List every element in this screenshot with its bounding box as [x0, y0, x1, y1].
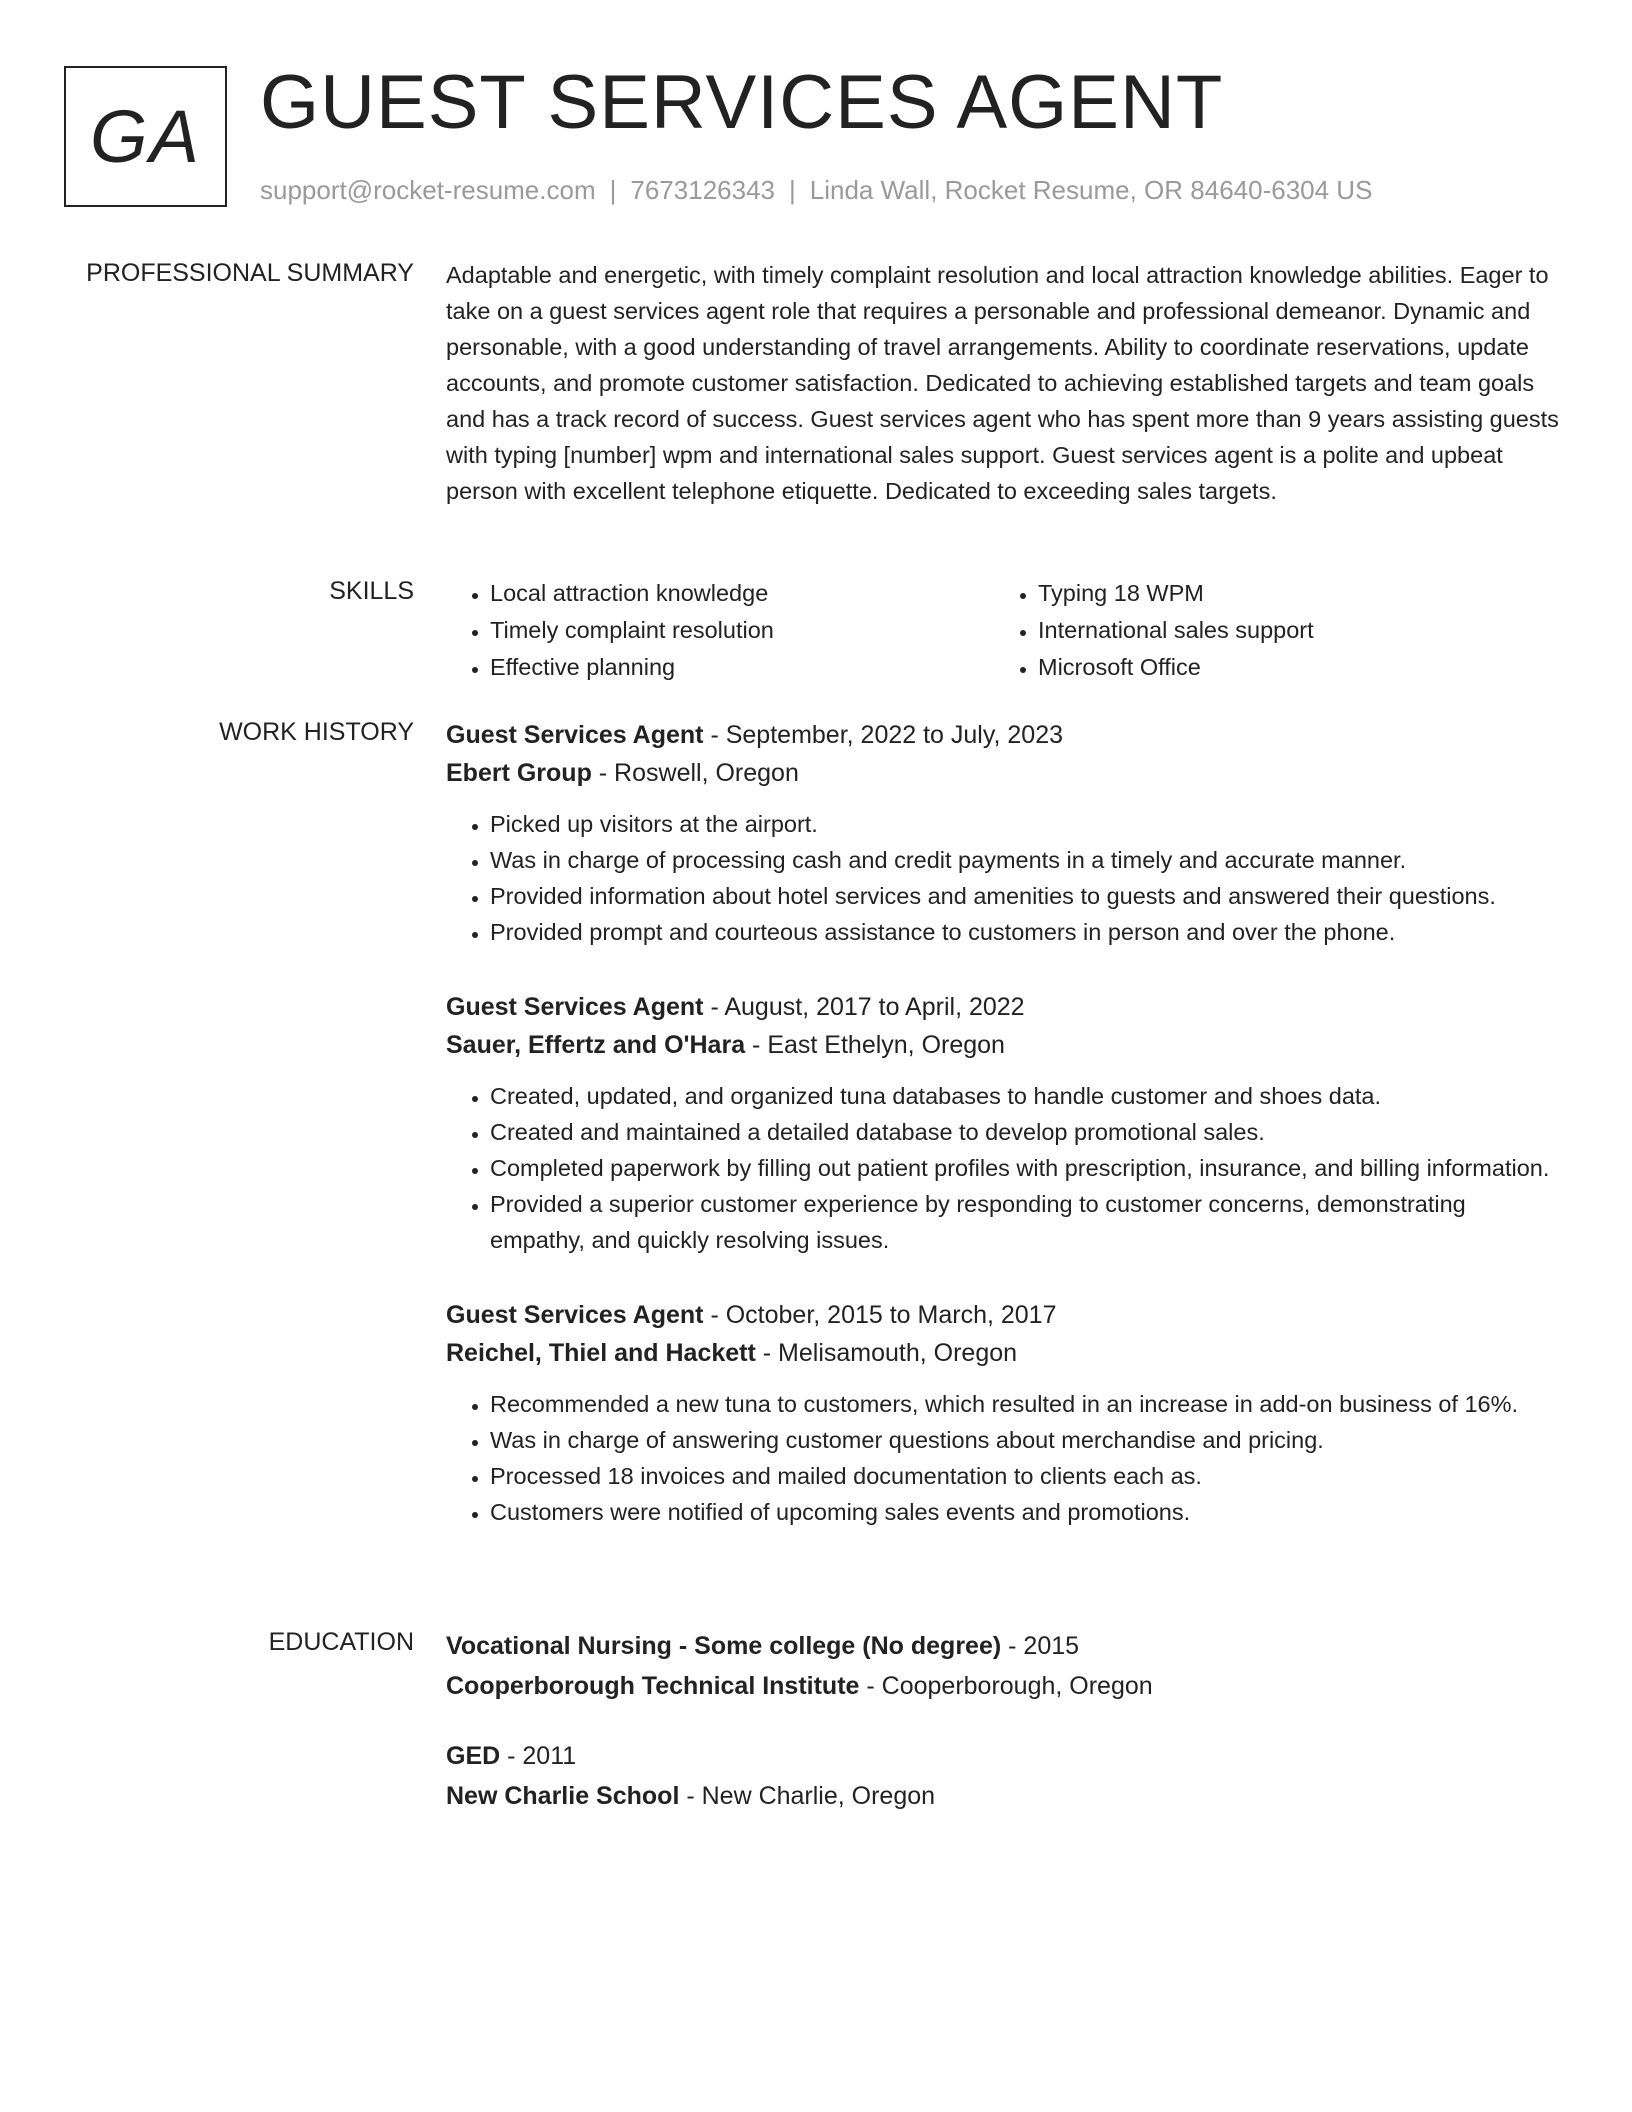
section-label-work: WORK HISTORY	[219, 718, 414, 746]
contact-separator: |	[789, 175, 796, 205]
job-bullets	[446, 1386, 1562, 1530]
education-school: Cooperborough Technical Institute	[446, 1672, 860, 1700]
job-bullets	[446, 1078, 1562, 1258]
job-bullet: • Customers were notified of upcoming sales events and promotions.	[490, 1494, 1562, 1530]
job-bullet: • Created and maintained a detailed database to develop promotional sales.	[490, 1114, 1562, 1150]
job-company-line	[446, 1026, 1562, 1064]
job-location: - East Ethelyn, Oregon	[745, 1031, 1005, 1059]
skill-item: • Typing 18 WPM	[1038, 575, 1542, 612]
education-location: - Cooperborough, Oregon	[859, 1672, 1153, 1700]
job-bullet: • Picked up visitors at the airport.	[490, 806, 1562, 842]
job-company-line	[446, 1334, 1562, 1372]
job-title-line	[446, 716, 1562, 754]
skill-item: • Timely complaint resolution	[490, 612, 994, 649]
job-bullet: • Provided prompt and courteous assistance to customers in person and over the phone.	[490, 914, 1562, 950]
skills-list-right	[994, 575, 1542, 686]
education-entry	[446, 1736, 1562, 1816]
education-year: - 2011	[500, 1742, 577, 1770]
skills-body	[446, 575, 1562, 686]
job-title: Guest Services Agent	[446, 721, 704, 749]
job-bullet: • Recommended a new tuna to customers, which resulted in an increase in add-on business of 16%.	[490, 1386, 1562, 1422]
skills-list-left	[446, 575, 994, 686]
job-title: Guest Services Agent	[446, 1301, 704, 1329]
education-degree-line	[446, 1626, 1562, 1666]
job-company: Ebert Group	[446, 759, 592, 787]
contact-separator: |	[609, 175, 617, 205]
resume-title: GUEST SERVICES AGENT	[260, 60, 1224, 145]
job-bullet: • Was in charge of processing cash and credit payments in a timely and accurate manner.	[490, 842, 1562, 878]
contact-phone[interactable]: 7673126343	[630, 175, 775, 205]
job-bullet: • Created, updated, and organized tuna databases to handle customer and shoes data.	[490, 1078, 1562, 1114]
job-title: Guest Services Agent	[446, 993, 704, 1021]
job-entry	[446, 716, 1562, 950]
skills-grid	[446, 575, 1562, 686]
section-label-summary: PROFESSIONAL SUMMARY	[86, 259, 414, 287]
summary-body	[446, 257, 1562, 509]
education-year: - 2015	[1001, 1632, 1080, 1660]
summary-text: Adaptable and energetic, with timely complaint resolution and local attraction knowledge abilities. Eager to take on a guest services agent role that requires a personable and professional demeanor. Dynamic and personable, with a good understanding of travel arrangements. Ability to coordinate reservations, update accounts, and promote customer satisfaction. Dedicated to achieving established targets and team goals and has a track record of success. Guest services agent who has spent more than 9 years assisting guests with typing [number] wpm and international sales support. Guest services agent is a polite and upbeat person with excellent telephone etiquette. Dedicated to exceeding sales targets.	[446, 262, 1559, 504]
education-entry	[446, 1626, 1562, 1706]
work-body	[446, 716, 1562, 1568]
skill-item: • Microsoft Office	[1038, 649, 1542, 686]
job-dates: - September, 2022 to July, 2023	[703, 721, 1064, 749]
education-degree-line	[446, 1736, 1562, 1776]
job-title-line	[446, 988, 1562, 1026]
job-dates: - October, 2015 to March, 2017	[703, 1301, 1057, 1329]
job-location: - Roswell, Oregon	[591, 759, 799, 787]
education-school: New Charlie School	[446, 1782, 680, 1810]
job-dates: - August, 2017 to April, 2022	[703, 993, 1025, 1021]
section-label-skills: SKILLS	[329, 577, 414, 605]
job-bullet: • Completed paperwork by filling out patient profiles with prescription, insurance, and billing information.	[490, 1150, 1562, 1186]
education-school-line	[446, 1776, 1562, 1816]
job-bullet: • Processed 18 invoices and mailed documentation to clients each as.	[490, 1458, 1562, 1494]
skill-item: • Effective planning	[490, 649, 994, 686]
skill-item: • Local attraction knowledge	[490, 575, 994, 612]
job-bullet: • Provided information about hotel services and amenities to guests and answered their questions.	[490, 878, 1562, 914]
education-degree: GED	[446, 1742, 501, 1770]
job-company-line	[446, 754, 1562, 792]
job-entry	[446, 988, 1562, 1258]
skill-item: • International sales support	[1038, 612, 1542, 649]
job-location: - Melisamouth, Oregon	[755, 1339, 1018, 1367]
job-entry	[446, 1296, 1562, 1530]
monogram-badge	[64, 66, 227, 207]
education-degree: Vocational Nursing - Some college (No degree)	[446, 1632, 1002, 1660]
contact-address: Linda Wall, Rocket Resume, OR 84640-6304 US	[809, 175, 1373, 205]
job-bullet: • Was in charge of answering customer questions about merchandise and pricing.	[490, 1422, 1562, 1458]
job-title-line	[446, 1296, 1562, 1334]
contact-line	[260, 174, 1372, 206]
job-company: Sauer, Effertz and O'Hara	[446, 1031, 746, 1059]
job-bullet: • Provided a superior customer experience by responding to customer concerns, demonstrating empathy, and quickly resolving issues.	[490, 1186, 1562, 1258]
monogram-initials: GA	[90, 95, 201, 178]
education-school-line	[446, 1666, 1562, 1706]
education-location: - New Charlie, Oregon	[679, 1782, 936, 1810]
education-body	[446, 1626, 1562, 1846]
job-company: Reichel, Thiel and Hackett	[446, 1339, 756, 1367]
contact-email[interactable]: support@rocket-resume.com	[260, 175, 596, 205]
section-label-education: EDUCATION	[268, 1628, 414, 1656]
job-bullets	[446, 806, 1562, 950]
